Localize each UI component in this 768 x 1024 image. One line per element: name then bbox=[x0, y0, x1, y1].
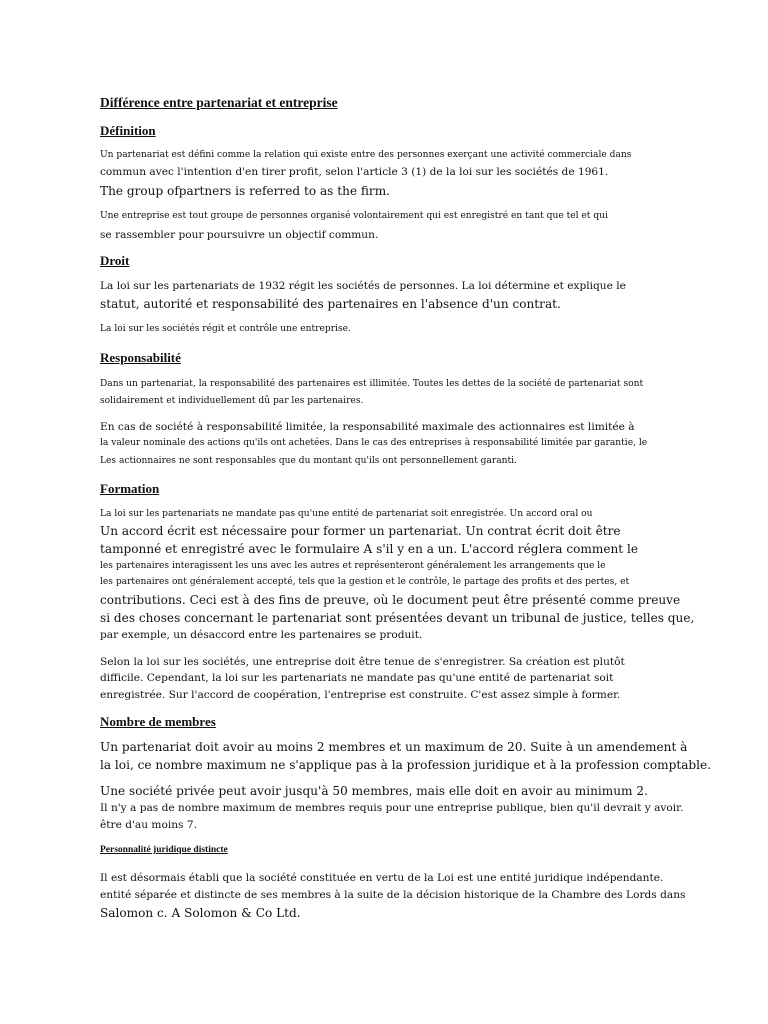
paragraph-line: Il est désormais établi que la société constituée en vertu de la Loi est une entité juridique indépendante. bbox=[100, 872, 664, 884]
paragraph-line: commun avec l'intention d'en tirer profit, selon l'article 3 (1) de la loi sur les sociétés de 1961. bbox=[100, 166, 609, 178]
paragraph-line: par exemple, un désaccord entre les partenaires se produit. bbox=[100, 629, 423, 641]
section-heading-responsabilite: Responsabilité bbox=[100, 350, 181, 365]
paragraph-line: La loi sur les partenariats ne mandate pas qu'une entité de partenariat soit enregistrée. Un accord oral ou bbox=[100, 509, 593, 519]
paragraph-line: la valeur nominale des actions qu'ils ont achetées. Dans le cas des entreprises à responsabilité limitée par garantie, le bbox=[100, 438, 648, 448]
paragraph-line: se rassembler pour poursuivre un objectif commun. bbox=[100, 229, 379, 241]
paragraph-line: statut, autorité et responsabilité des partenaires en l'absence d'un contrat. bbox=[100, 297, 561, 311]
section-heading-nombre-de-membres: Nombre de membres bbox=[100, 714, 216, 729]
paragraph-line: si des choses concernant le partenariat sont présentées devant un tribunal de justice, telles que, bbox=[100, 611, 695, 625]
section-heading-personnalite-juridique: Personnalité juridique distincte bbox=[100, 845, 228, 855]
paragraph-line: Selon la loi sur les sociétés, une entreprise doit être tenue de s'enregistrer. Sa création est plutôt bbox=[100, 656, 625, 668]
paragraph-line: Une société privée peut avoir jusqu'à 50 membres, mais elle doit en avoir au minimum 2. bbox=[100, 784, 648, 798]
section-heading-definition: Définition bbox=[100, 123, 156, 138]
paragraph-line: être d'au moins 7. bbox=[100, 819, 197, 831]
paragraph-line: Un partenariat doit avoir au moins 2 membres et un maximum de 20. Suite à un amendement à bbox=[100, 740, 688, 754]
paragraph-line: tamponné et enregistré avec le formulaire A s'il y en a un. L'accord réglera comment le bbox=[100, 542, 638, 556]
paragraph-line: En cas de société à responsabilité limitée, la responsabilité maximale des actionnaires est limitée à bbox=[100, 421, 635, 433]
paragraph-line: contributions. Ceci est à des fins de preuve, où le document peut être présenté comme preuve bbox=[100, 593, 681, 607]
paragraph-line: La loi sur les sociétés régit et contrôle une entreprise. bbox=[100, 324, 351, 334]
paragraph-line: entité séparée et distincte de ses membres à la suite de la décision historique de la Chambre des Lords dans bbox=[100, 889, 686, 901]
paragraph-line: la loi, ce nombre maximum ne s'applique pas à la profession juridique et à la profession comptable. bbox=[100, 758, 712, 772]
paragraph-line: Un partenariat est défini comme la relation qui existe entre des personnes exerçant une activité commerciale dans bbox=[100, 150, 632, 160]
section-heading-droit: Droit bbox=[100, 253, 130, 268]
section-heading-formation: Formation bbox=[100, 481, 160, 496]
paragraph-line: The group ofpartners is referred to as the firm. bbox=[100, 184, 391, 198]
paragraph-line: Dans un partenariat, la responsabilité des partenaires est illimitée. Toutes les dettes de la société de partenariat sont bbox=[100, 379, 644, 389]
paragraph-line: Un accord écrit est nécessaire pour former un partenariat. Un contrat écrit doit être bbox=[100, 524, 621, 538]
paragraph-line: Les actionnaires ne sont responsables que du montant qu'ils ont personnellement garanti. bbox=[100, 456, 517, 466]
paragraph-line: Salomon c. A Solomon & Co Ltd. bbox=[100, 906, 301, 920]
paragraph-line: les partenaires interagissent les uns avec les autres et représenteront généralement les arrangements que le bbox=[100, 561, 606, 571]
paragraph-line: Il n'y a pas de nombre maximum de membres requis pour une entreprise publique, bien qu'il devrait y avoir. bbox=[100, 802, 684, 814]
document-title: Différence entre partenariat et entreprise bbox=[100, 95, 338, 110]
paragraph-line: difficile. Cependant, la loi sur les partenariats ne mandate pas qu'une entité de partenariat soit bbox=[100, 672, 614, 684]
paragraph-line: enregistrée. Sur l'accord de coopération, l'entreprise est construite. C'est assez simple à former. bbox=[100, 689, 621, 701]
paragraph-line: Une entreprise est tout groupe de personnes organisé volontairement qui est enregistré en tant que tel et qui bbox=[100, 211, 608, 221]
paragraph-line: solidairement et individuellement dû par les partenaires. bbox=[100, 396, 364, 406]
paragraph-line: les partenaires ont généralement accepté, tels que la gestion et le contrôle, le partage des profits et des pertes, et bbox=[100, 577, 630, 587]
paragraph-line: La loi sur les partenariats de 1932 régit les sociétés de personnes. La loi détermine et explique le bbox=[100, 280, 626, 292]
